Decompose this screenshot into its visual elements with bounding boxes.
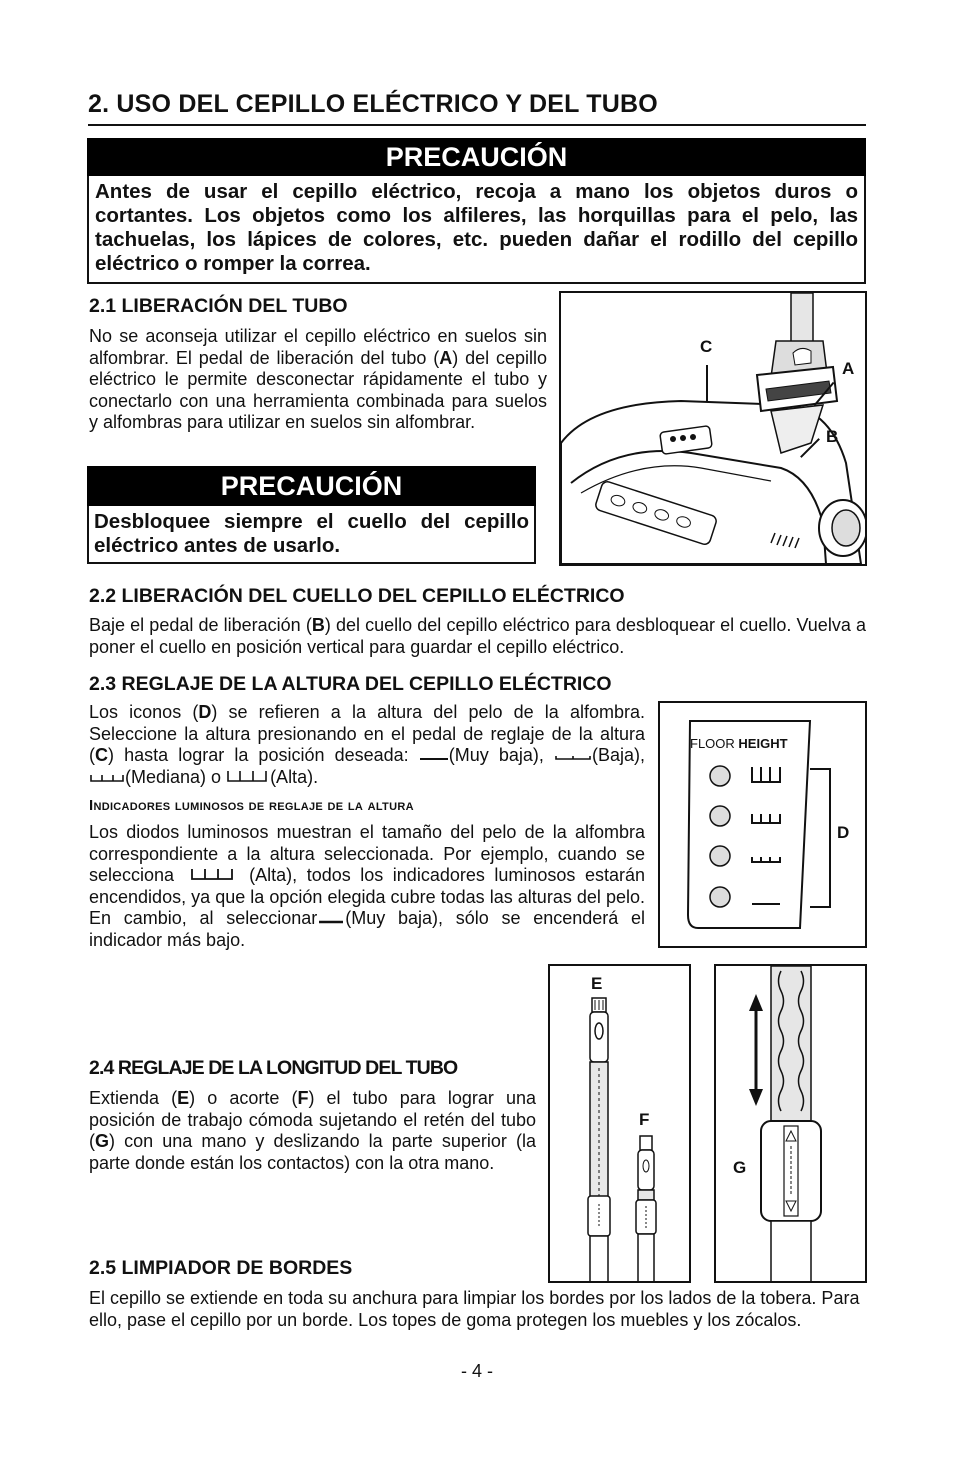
height-alta-icon (226, 769, 270, 783)
tube-illustration (550, 966, 689, 1281)
paragraph-2-4: Extienda (E) o acorte (F) el tubo para lograr una posición de trabajo cómoda sujetando el retén del tubo (G) con una mano y deslizando la parte superior (la parte donde están los contactos) con la otra mano. (89, 1088, 537, 1173)
paragraph-2-3-a: Los iconos (D) se refieren a la altura del pelo de la alfombra. Seleccione la altura presionando en el pedal de reglaje de la altura (C) hasta lograr la posición deseada: (Muy baja), (Baja), (Mediana) o (Alta). (89, 702, 645, 787)
heading-2-3: 2.3 REGLAJE DE LA ALTURA DEL CEPILLO ELÉCTRICO (89, 673, 612, 695)
label-g: G (733, 1158, 747, 1177)
heading-2-5: 2.5 LIMPIADOR DE BORDES (89, 1257, 353, 1279)
label-e: E (591, 974, 603, 993)
tube-detail-figure (714, 964, 867, 1283)
height-alta-icon (184, 867, 240, 881)
height-baja-icon (554, 751, 592, 761)
caution-box-1 (87, 176, 866, 284)
label-f: F (639, 1110, 650, 1129)
power-nozzle-figure (559, 291, 867, 566)
label-a: A (842, 359, 855, 378)
height-muy-baja-icon (317, 914, 345, 924)
power-nozzle-illustration (561, 293, 865, 564)
paragraph-2-3-b: Los diodos luminosos muestran el tamaño del pelo de la alfombra correspondiente a la altura seleccionada. Por ejemplo, cuando se selecciona (Alta), todos los indicadores luminosos estarán encendidos, ya que la opción elegida cubre todas las alturas del pelo. En cambio, al seleccionar (Muy baja), sólo se encenderá el indicador más bajo. (89, 822, 645, 950)
height-muy-baja-icon (419, 751, 449, 761)
subheading-indicadores: Indicadores luminosos de reglaje de la altura (89, 797, 414, 814)
page-number: - 4 - (460, 1361, 493, 1381)
caution-text-2: Desbloquee siempre el cuello del cepillo eléctrico antes de usarlo. (94, 510, 529, 557)
tube-length-figure (548, 964, 691, 1283)
floor-height-label: FLOOR HEIGHT (690, 736, 788, 751)
label-c: C (700, 337, 713, 356)
caution-heading-2: PRECAUCIÓN (87, 466, 536, 506)
section-title: 2. USO DEL CEPILLO ELÉCTRICO Y DEL TUBO (88, 90, 658, 118)
paragraph-2-1: No se aconseja utilizar el cepillo eléctrico en suelos sin alfombrar. El pedal de liberación del tubo (A) del cepillo eléctrico le permite desconectar rápidamente el tubo y conectarlo con una herramienta combinada para suelos y alfombras para utilizar en suelos sin alfombrar. (89, 326, 548, 432)
height-mediana-icon (89, 771, 125, 783)
label-d: D (837, 823, 850, 842)
tube-detail-illustration (716, 966, 865, 1281)
floor-height-figure (658, 701, 867, 948)
caution-text-1: Antes de usar el cepillo eléctrico, recoja a mano los objetos duros o cortantes. Los objetos como los alfileres, las horquillas para el pelo, las tachuelas, los lápices de colores, etc. pueden dañar el rodillo del cepillo eléctrico o romper la correa. (95, 180, 858, 275)
caution-box-2 (87, 506, 536, 564)
paragraph-2-5: El cepillo se extiende en toda su anchura para limpiar los bordes por los lados de la tobera. Para ello, pase el cepillo por un borde. Los topes de goma protegen los muebles y los zócalos. (89, 1288, 860, 1330)
pointer-c (706, 365, 708, 401)
title-rule (88, 124, 866, 126)
caution-heading-1: PRECAUCIÓN (87, 138, 866, 176)
heading-2-1: 2.1 LIBERACIÓN DEL TUBO (89, 295, 348, 317)
paragraph-2-2: Baje el pedal de liberación (B) del cuello del cepillo eléctrico para desbloquear el cuello. Vuelva a poner el cuello en posición vertical para guardar el cepillo eléctrico. (89, 615, 866, 657)
heading-2-4: 2.4 REGLAJE DE LA LONGITUD DEL TUBO (89, 1057, 458, 1079)
heading-2-2: 2.2 LIBERACIÓN DEL CUELLO DEL CEPILLO ELÉCTRICO (89, 585, 625, 607)
label-b: B (826, 427, 839, 446)
